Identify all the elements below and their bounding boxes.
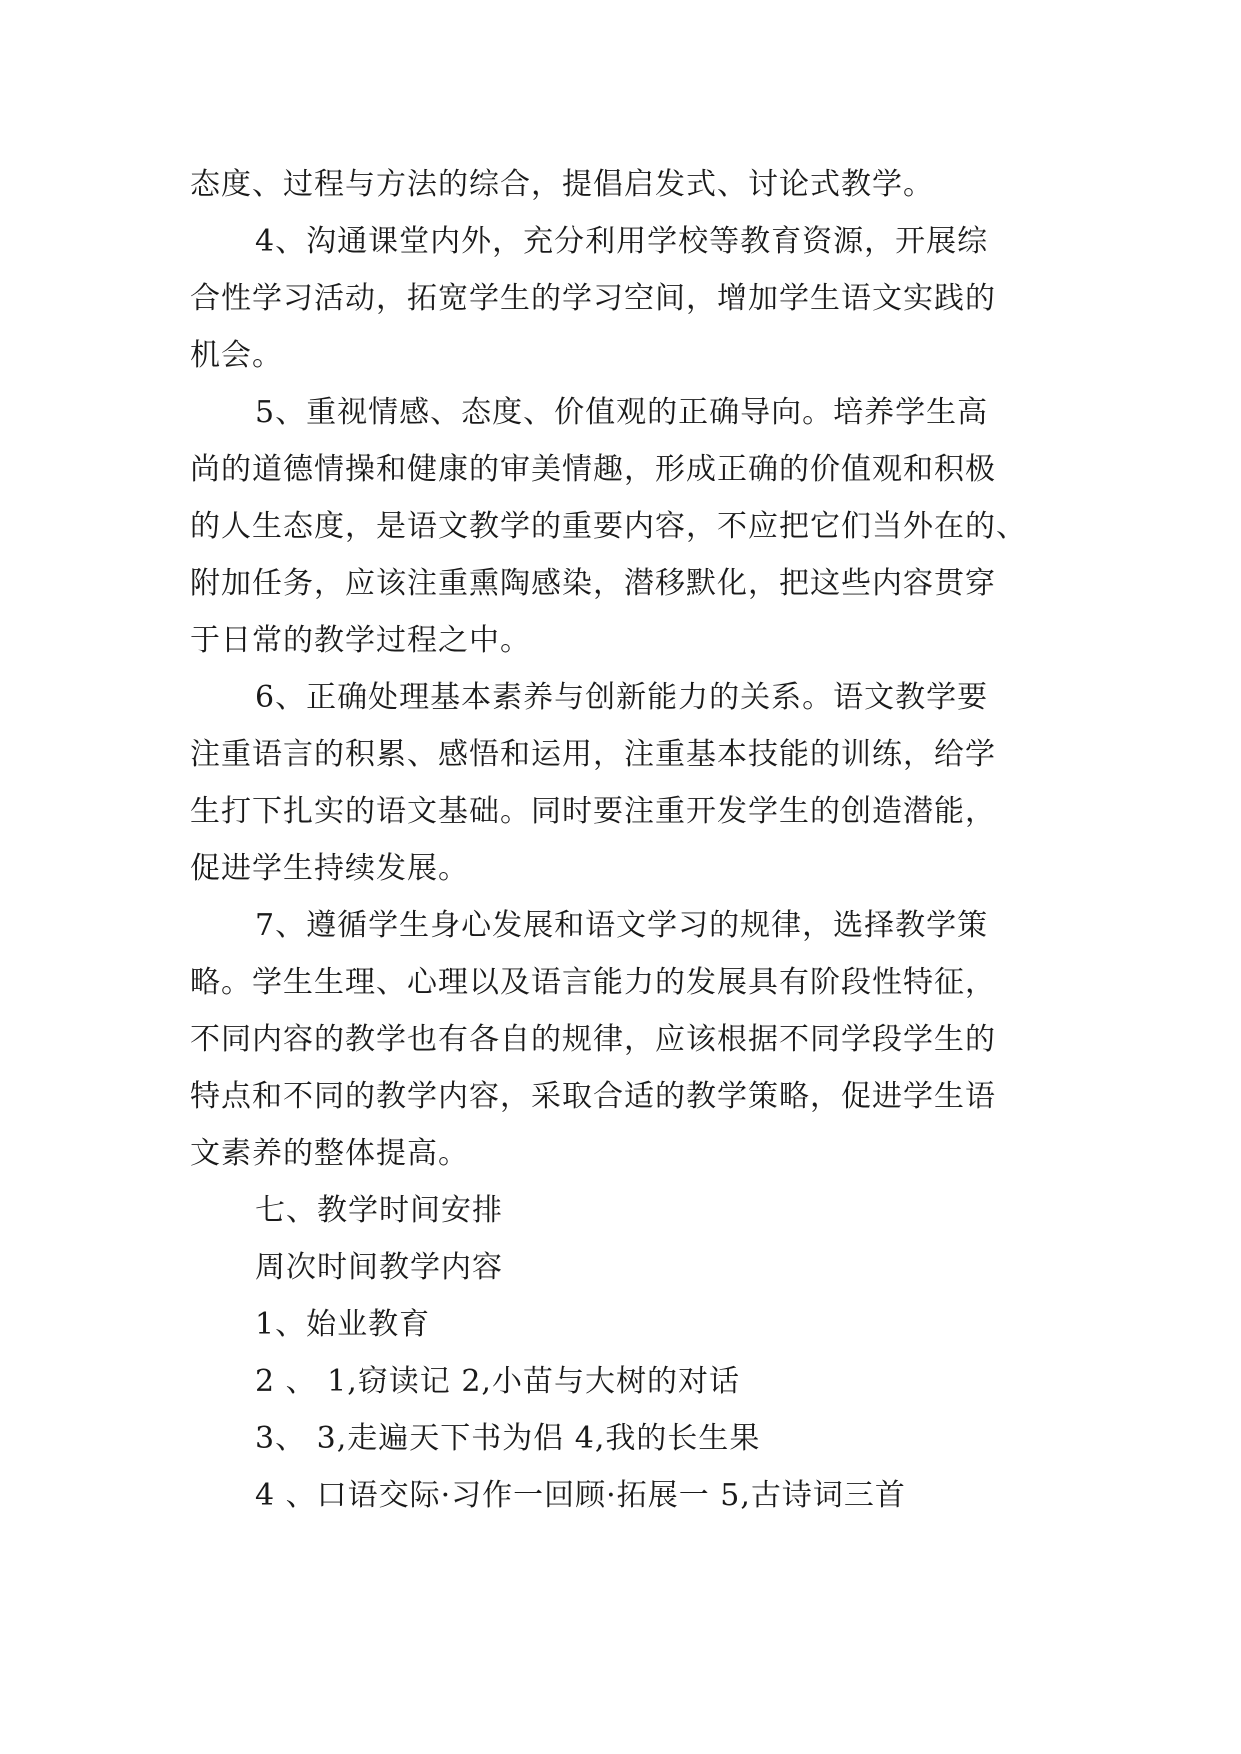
text-line: 的人生态度，是语文教学的重要内容，不应把它们当外在的、	[190, 509, 1027, 544]
schedule-header: 周次时间教学内容	[255, 1250, 503, 1285]
paragraph-4-start: 4、沟通课堂内外，充分利用学校等教育资源，开展综	[255, 224, 989, 259]
paragraph-6-start: 6、正确处理基本素养与创新能力的关系。语文教学要	[255, 680, 989, 715]
schedule-row: 4 、口语交际·习作一回顾·拓展一 5,古诗词三首	[255, 1478, 906, 1513]
text-line: 注重语言的积累、感悟和运用，注重基本技能的训练，给学	[190, 737, 996, 772]
text-line: 合性学习活动，拓宽学生的学习空间，增加学生语文实践的	[190, 281, 996, 316]
section-heading: 七、教学时间安排	[255, 1193, 503, 1228]
schedule-row: 2 、 1,窃读记 2,小苗与大树的对话	[255, 1364, 740, 1399]
text-line: 不同内容的教学也有各自的规律，应该根据不同学段学生的	[190, 1022, 996, 1057]
text-line: 机会。	[190, 338, 283, 373]
schedule-row: 1、始业教育	[255, 1307, 431, 1342]
text-line: 尚的道德情操和健康的审美情趣，形成正确的价值观和积极	[190, 452, 996, 487]
text-line: 生打下扎实的语文基础。同时要注重开发学生的创造潜能，	[190, 794, 996, 829]
text-line: 态度、过程与方法的综合，提倡启发式、讨论式教学。	[190, 167, 934, 202]
text-line: 略。学生生理、心理以及语言能力的发展具有阶段性特征，	[190, 965, 996, 1000]
text-line: 于日常的教学过程之中。	[190, 623, 531, 658]
text-line: 文素养的整体提高。	[190, 1136, 469, 1171]
text-line: 促进学生持续发展。	[190, 851, 469, 886]
paragraph-7-start: 7、遵循学生身心发展和语文学习的规律，选择教学策	[255, 908, 989, 943]
paragraph-5-start: 5、重视情感、态度、价值观的正确导向。培养学生高	[255, 395, 989, 430]
text-line: 附加任务，应该注重熏陶感染，潜移默化，把这些内容贯穿	[190, 566, 996, 601]
text-line: 特点和不同的教学内容，采取合适的教学策略，促进学生语	[190, 1079, 996, 1114]
schedule-row: 3、 3,走遍天下书为侣 4,我的长生果	[255, 1421, 761, 1456]
